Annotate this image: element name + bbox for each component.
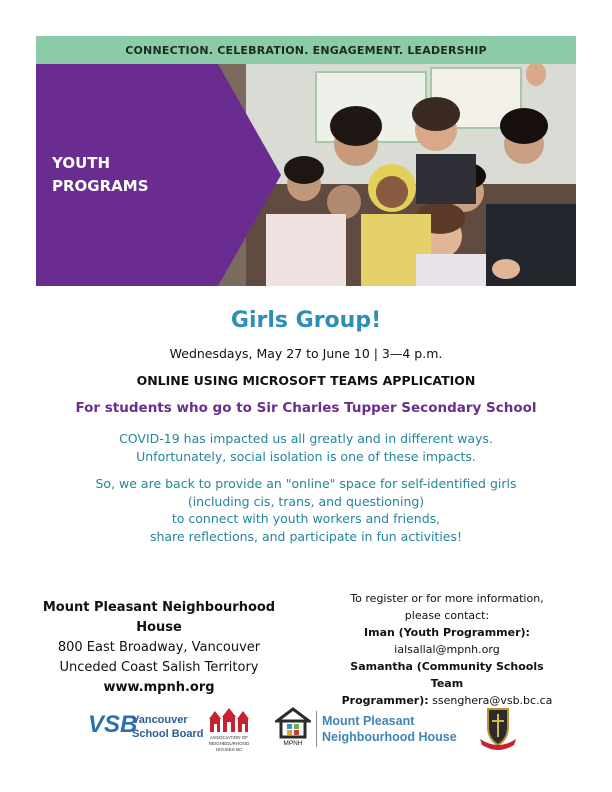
date-line: Wednesdays, May 27 to June 10 | 3—4 p.m. <box>169 346 443 361</box>
mpnh-name-line2: Neighbourhood House <box>322 730 457 744</box>
paragraph-line: Unfortunately, social isolation is one of these impacts. <box>136 448 476 464</box>
org-name: Mount Pleasant Neighbourhood House <box>42 600 276 635</box>
contact-intro-line1: To register or for more information, <box>350 592 544 605</box>
org-territory: Unceded Coast Salish Territory <box>59 660 259 675</box>
hero-label-line1: YOUTH <box>52 154 111 172</box>
contact-info <box>336 590 558 709</box>
anh-houses-icon <box>207 707 251 733</box>
vsb-name-line2: School Board <box>132 728 204 740</box>
contact-intro-line2: please contact: <box>404 609 490 622</box>
contact-email1-link[interactable]: ialsallal@mpnh.org <box>394 643 500 656</box>
contact-person1: Iman (Youth Programmer): <box>364 626 530 639</box>
mpnh-name-line1: Mount Pleasant <box>322 714 415 728</box>
contact-person2-line1: Samantha (Community Schools Team <box>350 660 544 690</box>
anh-line2: NEIGHBOURHOOD <box>208 741 250 746</box>
org-website-link[interactable]: www.mpnh.org <box>103 680 215 695</box>
hero-label-line2: PROGRAMS <box>52 177 149 195</box>
paragraph-line: share reflections, and participate in fun activities! <box>149 528 463 544</box>
youth-programs-label <box>52 152 149 198</box>
students-line: For students who go to Sir Charles Tupper Secondary School <box>75 400 537 416</box>
org-address: 800 East Broadway, Vancouver <box>57 640 261 655</box>
mpnh-short: MPNH <box>283 740 303 747</box>
contact-person2-line2: Programmer): <box>341 694 429 707</box>
mpnh-divider <box>316 711 317 747</box>
vsb-name-line1: Vancouver <box>132 714 188 726</box>
hero-section <box>36 64 576 286</box>
anh-line1: ASSOCIATION OF <box>210 735 248 740</box>
top-banner <box>36 36 576 64</box>
school-crest-icon <box>474 705 522 753</box>
anh-line3: HOUSES BC <box>215 747 243 752</box>
banner-text: CONNECTION. CELEBRATION. ENGAGEMENT. LEADERSHIP <box>125 43 487 57</box>
paragraph-line: So, we are back to provide an "online" space for self-identified girls <box>95 476 517 491</box>
page-title: Girls Group! <box>230 308 382 333</box>
paragraph-line: to connect with youth workers and friends, <box>171 511 441 526</box>
paragraph-line: COVID-19 has impacted us all greatly and in different ways. <box>119 431 493 446</box>
online-line: ONLINE USING MICROSOFT TEAMS APPLICATION <box>136 373 476 388</box>
online-space-paragraph <box>0 475 612 545</box>
organization-info <box>36 598 282 698</box>
contact-email2-link[interactable]: ssenghera@vsb.bc.ca <box>432 694 553 707</box>
paragraph-line: (including cis, trans, and questioning) <box>187 493 425 509</box>
covid-paragraph <box>0 430 612 465</box>
logo-strip <box>0 705 612 765</box>
vsb-mark: VSB <box>88 711 138 738</box>
mpnh-house-icon <box>275 707 311 739</box>
